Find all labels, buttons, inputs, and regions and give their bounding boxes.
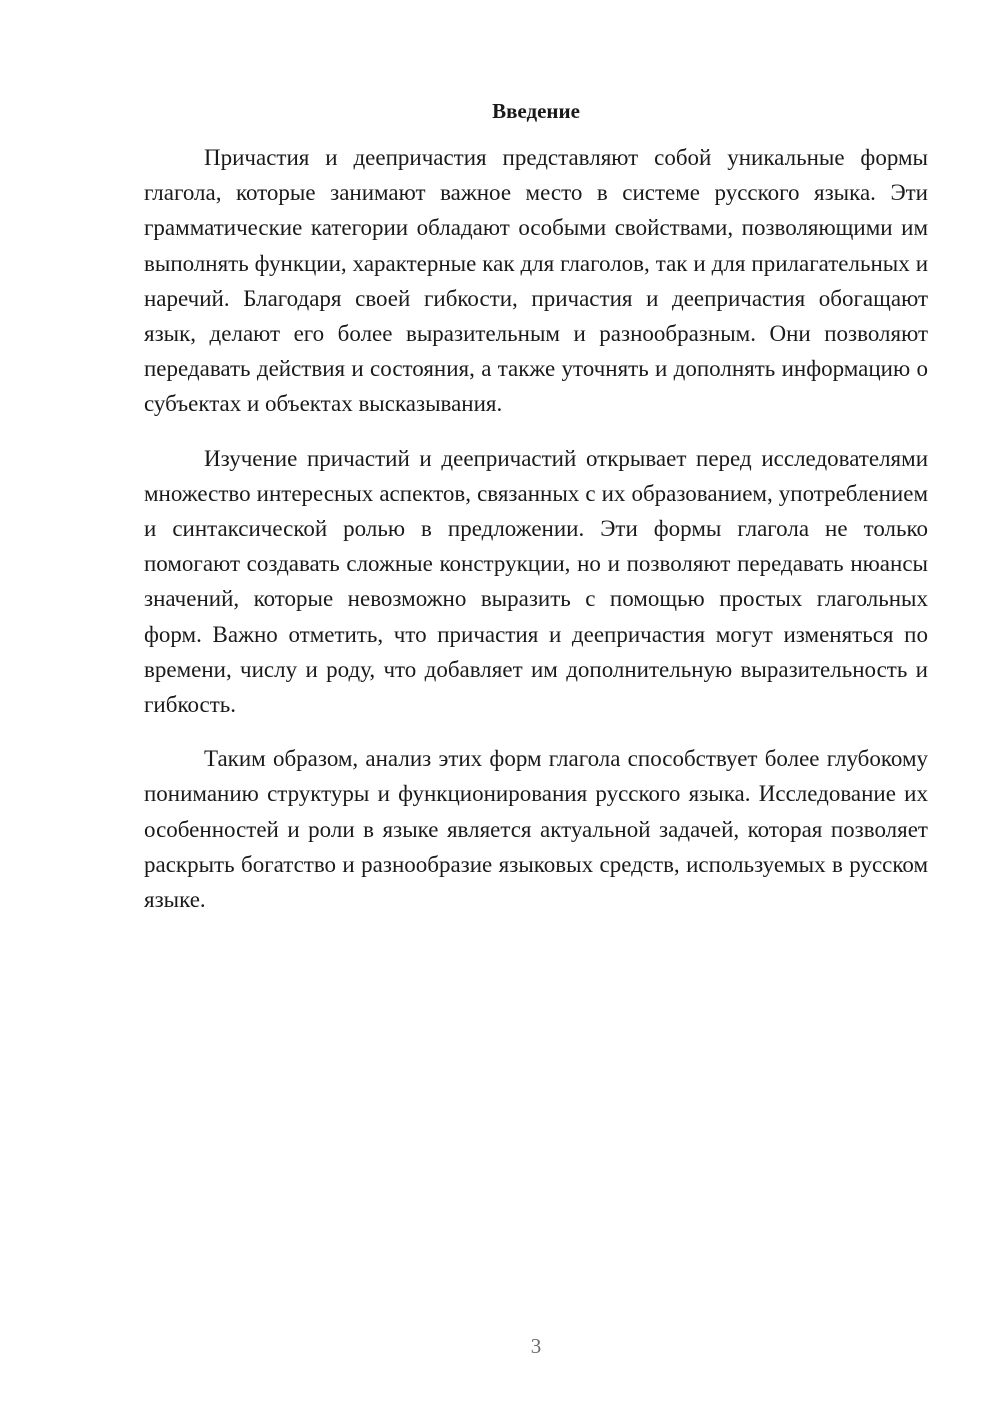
paragraph-2: Изучение причастий и деепричастий открывает перед исследователями множество интересных аспектов, связанных с их образованием, употреблением и синтаксической ролью в предложении. Эти формы глагола не только помогают создавать сложные конструкции, но и позволяют передавать нюансы значений, которые невозможно выразить с помощью простых глагольных форм. Важно отметить, что причастия и деепричастия могут изменяться по времени, числу и роду, что добавляет им дополнительную выразительность и гибкость.: [144, 445, 928, 718]
body-text: [144, 140, 928, 936]
section-heading: Введение: [492, 99, 580, 123]
paragraph-1: Причастия и деепричастия представляют собой уникальные формы глагола, которые занимают важное место в системе русского языка. Эти грамматические категории обладают особыми свойствами, позволяющими им выполнять функции, характерные как для глаголов, так и для прилагательных и наречий. Благодаря своей гибкости, причастия и деепричастия обогащают язык, делают его более выразительным и разнообразным. Они позволяют передавать действия и состояния, а также уточнять и дополнять информацию о субъектах и объектах высказывания.: [144, 145, 928, 417]
page-number: 3: [530, 1334, 542, 1358]
paragraph-3: Таким образом, анализ этих форм глагола способствует более глубокому пониманию структуры и функционирования русского языка. Исследование их особенностей и роли в языке является актуальной задачей, которая позволяет раскрыть богатство и разнообразие языковых средств, используемых в русском языке.: [144, 746, 928, 913]
